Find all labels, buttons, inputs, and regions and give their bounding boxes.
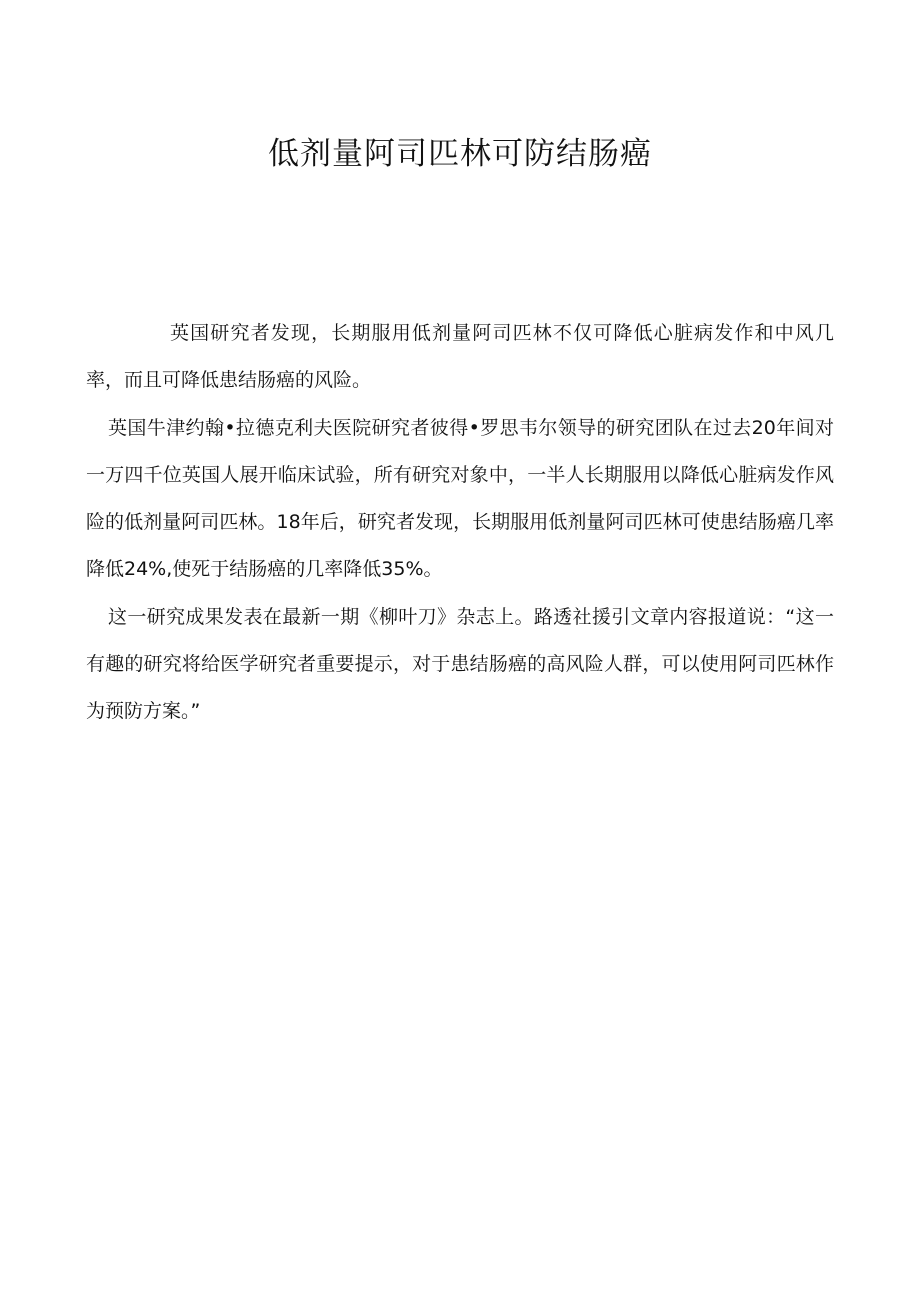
- document-body: [86, 310, 834, 736]
- paragraph-study: 英国牛津约翰•拉德克利夫医院研究者彼得•罗思韦尔领导的研究团队在过去20年间对一万四千位英国人展开临床试验，所有研究对象中，一半人长期服用以降低心脏病发作风险的低剂量阿司匹林。18年后，研究者发现，长期服用低剂量阿司匹林可使患结肠癌几率降低24%,使死于结肠癌的几率降低35%。: [86, 416, 834, 581]
- document-title: 低剂量阿司匹林可防结肠癌: [268, 136, 652, 172]
- paragraph-publication: 这一研究成果发表在最新一期《柳叶刀》杂志上。路透社援引文章内容报道说：“这一有趣的研究将给医学研究者重要提示，对于患结肠癌的高风险人群，可以使用阿司匹林作为预防方案。”: [86, 605, 834, 723]
- paragraph-intro: 英国研究者发现，长期服用低剂量阿司匹林不仅可降低心脏病发作和中风几率，而且可降低患结肠癌的风险。: [86, 322, 834, 392]
